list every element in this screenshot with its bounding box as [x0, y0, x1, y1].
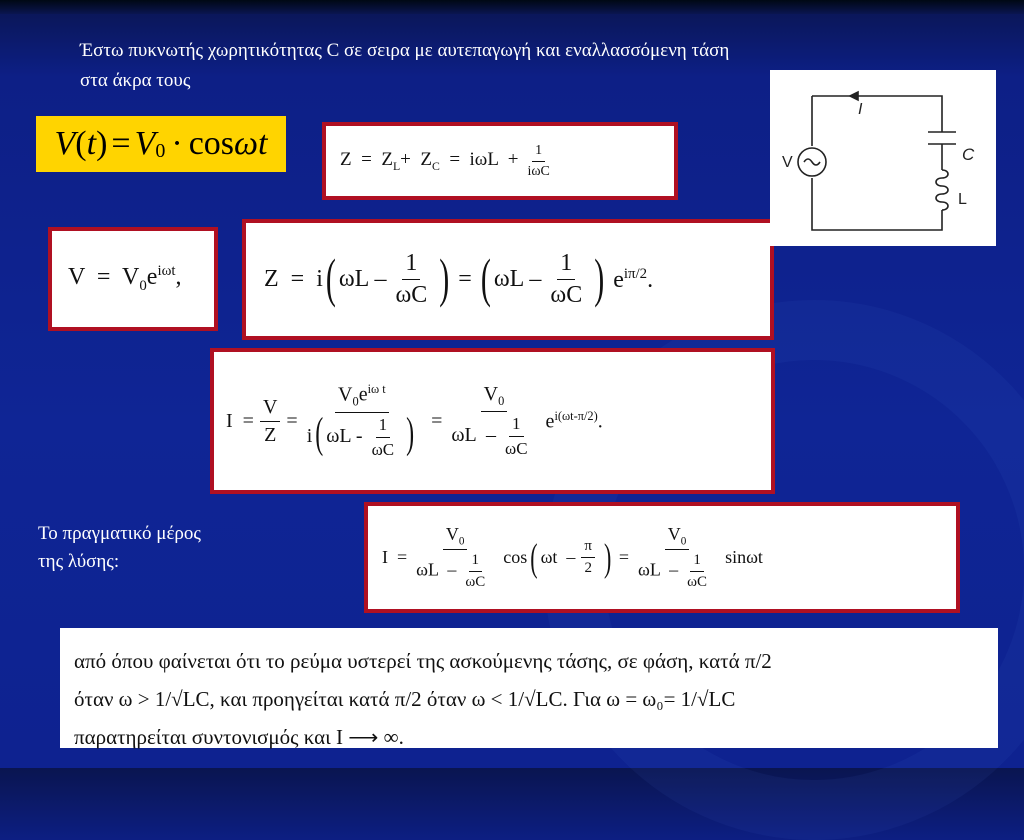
real-part-label-line-2: της λύσης: — [38, 551, 120, 572]
current-complex-box: I = $\frac{V}{Z}$ = $V_0e^{i\omega t}$ i ( ωL - $\frac{1}{\omega C}$ ) = $V_0$ ωL – $\frac{1}{\omega C}$ $e^{i(\omega t-\pi/2)}$. — [210, 348, 775, 494]
conclusion-line-2: όταν ω > 1/√LC, και προηγείται κατά π/2 όταν ω < 1/√LC. Για ω = ω₀= 1/√LC — [74, 687, 736, 711]
complex-voltage-box: $V = V_0e^{i\omega t}$, — [48, 227, 218, 331]
circuit-inductor-label: L — [958, 191, 967, 208]
circuit-current-label: I — [858, 101, 863, 118]
conclusion-line-1: από όπου φαίνεται ότι το ρεύμα υστερεί της ασκούμενης τάσης, σε φάση, κατά π/2 — [74, 649, 772, 673]
circuit-source-label: V — [782, 154, 793, 171]
conclusion-line-3: παρατηρείται συντονισμός και I ⟶ ∞. — [74, 725, 404, 749]
impedance-box: Z = i ( ωL – $\frac{1}{\omega C}$ ) = ( ωL – $\frac{1}{\omega C}$ ) $e^{i\pi/2}$. — [242, 219, 774, 340]
conclusion-box — [60, 628, 998, 748]
slide-top-bar — [0, 0, 1024, 14]
impedance-sum-box: $Z = Z_L+ Z_C = i\omega L$ + $\frac{1}{\text{iωC}}$ — [322, 122, 678, 200]
intro-line-1: Έστω πυκνωτής χωρητικότητας C σε σειρα με αυτεπαγωγή και εναλλασσόμενη τάση — [80, 40, 730, 61]
lc-circuit-diagram — [770, 70, 996, 246]
real-part-label-line-1: Το πραγματικό μέρος — [38, 523, 201, 544]
real-part-box: I = $V_0$ ωL – $\frac{1}{\omega C}$ cos ( ωt – $\frac{\pi}{2}$ ) = $V_0$ ωL – $\frac{1}{\omega C}$ sinωt — [364, 502, 960, 613]
circuit-capacitor-label: C — [962, 145, 975, 164]
real-part-label — [38, 520, 298, 576]
intro-line-2: στα άκρα τους — [80, 70, 191, 91]
voltage-equation: V ( t ) = V $_0$ · cos ωt — [36, 116, 286, 172]
circuit-svg — [770, 70, 996, 246]
